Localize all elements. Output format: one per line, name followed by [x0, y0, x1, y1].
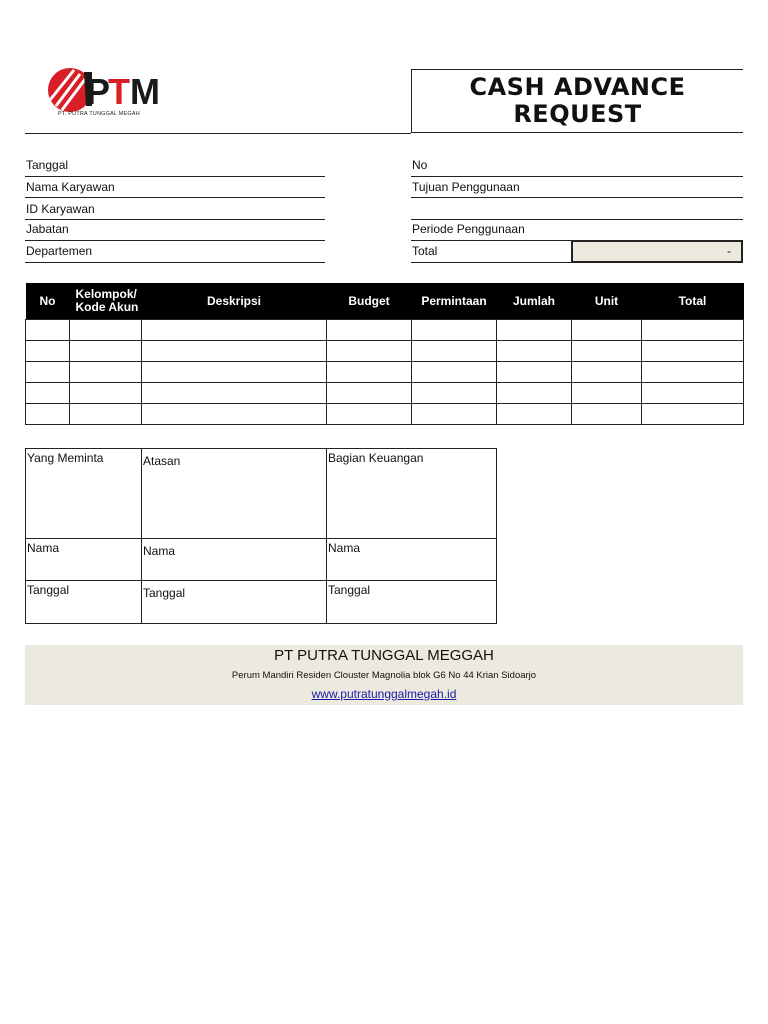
table-row — [26, 404, 744, 425]
field-periode-label: Periode Penggunaan — [412, 222, 525, 236]
footer-address: Perum Mandiri Residen Clouster Magnolia blok G6 No 44 Krian Sidoarjo — [231, 670, 537, 681]
field-tujuan-label: Tujuan Penggunaan — [412, 180, 520, 194]
table-cell[interactable] — [70, 383, 142, 404]
field-nama-karyawan-label: Nama Karyawan — [26, 180, 115, 194]
field-total-line — [411, 262, 571, 263]
table-row — [26, 341, 744, 362]
footer-website-link[interactable]: www.putratunggalmegah.id — [311, 687, 457, 701]
table-cell[interactable] — [572, 320, 642, 341]
table-cell[interactable] — [327, 341, 412, 362]
col-header-jumlah: Jumlah — [497, 283, 572, 320]
col-header-deskripsi: Deskripsi — [142, 283, 327, 320]
table-row — [26, 320, 744, 341]
logo-subtitle: PT. PUTRA TUNGGAL MEGAH — [58, 111, 140, 117]
document-title: CASH ADVANCE REQUEST — [469, 73, 686, 128]
col-header-kelompok: Kelompok/ Kode Akun — [70, 283, 142, 320]
table-cell[interactable] — [142, 320, 327, 341]
table-cell[interactable] — [412, 341, 497, 362]
table-cell[interactable] — [497, 341, 572, 362]
sign-name-1[interactable]: Nama — [26, 539, 142, 581]
signature-row — [26, 449, 497, 539]
header-divider — [25, 133, 411, 134]
field-id-karyawan-label: ID Karyawan — [26, 202, 95, 216]
field-tanggal-line[interactable] — [25, 176, 325, 177]
table-cell[interactable] — [142, 362, 327, 383]
table-cell[interactable] — [572, 383, 642, 404]
table-cell[interactable] — [412, 362, 497, 383]
table-cell[interactable] — [70, 362, 142, 383]
table-cell[interactable] — [572, 404, 642, 425]
table-cell[interactable] — [642, 404, 744, 425]
field-total-label: Total — [412, 244, 438, 258]
ptm-logo-mark — [46, 66, 170, 114]
table-cell[interactable] — [572, 362, 642, 383]
table-cell[interactable] — [572, 341, 642, 362]
signature-table — [25, 448, 497, 624]
table-cell[interactable] — [497, 362, 572, 383]
field-id-karyawan-line[interactable] — [25, 219, 325, 220]
table-cell[interactable] — [26, 383, 70, 404]
col-header-no: No — [26, 283, 70, 320]
field-tujuan-line-2[interactable] — [411, 219, 743, 220]
date-row — [26, 581, 497, 624]
sign-date-2[interactable]: Tanggal — [142, 581, 327, 624]
table-row — [26, 383, 744, 404]
total-value-box[interactable] — [571, 240, 743, 263]
table-cell[interactable] — [497, 383, 572, 404]
table-cell[interactable] — [142, 341, 327, 362]
field-departemen-line[interactable] — [25, 262, 325, 263]
col-header-permintaan: Permintaan — [412, 283, 497, 320]
table-cell[interactable] — [497, 320, 572, 341]
table-cell[interactable] — [327, 404, 412, 425]
sign-yang-meminta[interactable]: Yang Meminta — [26, 449, 142, 539]
sign-date-1[interactable]: Tanggal — [26, 581, 142, 624]
table-cell[interactable] — [642, 320, 744, 341]
field-tujuan-line[interactable] — [411, 197, 743, 198]
table-cell[interactable] — [26, 362, 70, 383]
table-row — [26, 362, 744, 383]
sign-atasan[interactable]: Atasan — [142, 449, 327, 539]
field-jabatan-line[interactable] — [25, 240, 325, 241]
table-cell[interactable] — [26, 341, 70, 362]
company-footer — [25, 645, 743, 705]
name-row — [26, 539, 497, 581]
table-cell[interactable] — [412, 320, 497, 341]
title-box — [411, 69, 743, 133]
table-cell[interactable] — [70, 320, 142, 341]
table-cell[interactable] — [327, 383, 412, 404]
sign-name-3[interactable]: Nama — [327, 539, 497, 581]
sign-name-2[interactable]: Nama — [142, 539, 327, 581]
table-cell[interactable] — [642, 341, 744, 362]
table-cell[interactable] — [327, 362, 412, 383]
table-cell[interactable] — [26, 320, 70, 341]
company-logo — [46, 66, 170, 124]
col-header-budget: Budget — [327, 283, 412, 320]
col-header-total: Total — [642, 283, 744, 320]
svg-text:M: M — [130, 71, 160, 112]
sign-bagian-keuangan[interactable]: Bagian Keuangan — [327, 449, 497, 539]
table-cell[interactable] — [642, 362, 744, 383]
table-cell[interactable] — [412, 383, 497, 404]
total-value: - — [727, 244, 731, 258]
items-table — [25, 283, 744, 425]
svg-text:T: T — [108, 71, 130, 112]
svg-text:P: P — [86, 71, 111, 112]
field-departemen-label: Departemen — [26, 244, 93, 258]
table-body — [26, 320, 744, 425]
table-cell[interactable] — [642, 383, 744, 404]
table-cell[interactable] — [70, 404, 142, 425]
table-cell[interactable] — [142, 404, 327, 425]
field-no-label: No — [412, 158, 428, 172]
sign-date-3[interactable]: Tanggal — [327, 581, 497, 624]
field-no-line[interactable] — [411, 176, 743, 177]
table-cell[interactable] — [70, 341, 142, 362]
table-cell[interactable] — [26, 404, 70, 425]
field-nama-karyawan-line[interactable] — [25, 197, 325, 198]
table-cell[interactable] — [142, 383, 327, 404]
table-cell[interactable] — [327, 320, 412, 341]
field-tanggal-label: Tanggal — [26, 158, 69, 172]
col-header-unit: Unit — [572, 283, 642, 320]
footer-company-name: PT PUTRA TUNGGAL MEGGAH — [274, 647, 494, 664]
table-cell[interactable] — [412, 404, 497, 425]
field-jabatan-label: Jabatan — [26, 222, 69, 236]
table-header-row — [26, 283, 744, 320]
table-cell[interactable] — [497, 404, 572, 425]
